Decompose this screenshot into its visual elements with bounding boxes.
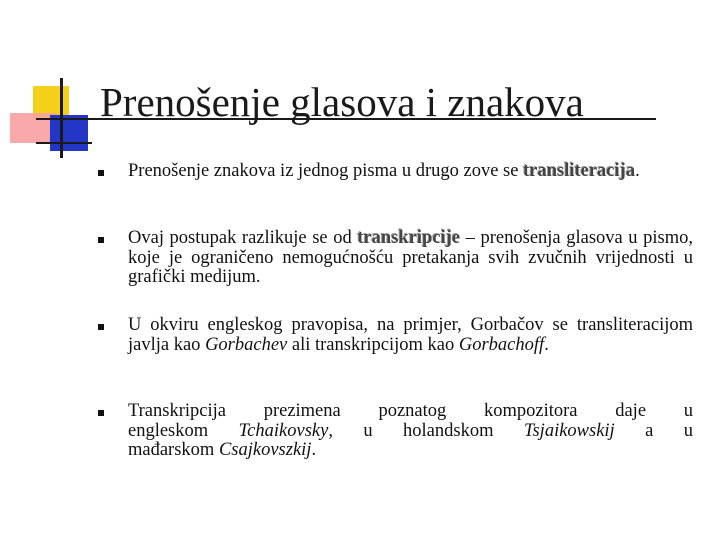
- bullet-1-text: Prenošenje znakova iz jednog pisma u drugo zove se: [128, 161, 524, 181]
- term-transliteracija: transliteracija: [523, 161, 636, 181]
- bullet-1-end: .: [635, 161, 640, 181]
- example-gorbachev: Gorbachev: [205, 334, 288, 355]
- bullet-text-2: [128, 229, 693, 288]
- bullet-4-text: engleskom: [128, 420, 239, 441]
- bullet-marker: [98, 170, 104, 176]
- bullet-2-text: Ovaj postupak razlikuje se od: [128, 228, 358, 248]
- bullet-4-middle: , u holandskom: [328, 420, 524, 441]
- bullet-3-middle: ali transkripcijom kao: [287, 334, 459, 355]
- bullet-3-end: .: [544, 334, 549, 355]
- bullet-4-text-3: mađarskom: [128, 440, 219, 460]
- bullet-3-text: U okviru engleskog pravopisa, na primjer, Gorbačov se transliteracijom javlja kao: [128, 315, 693, 355]
- bullet-2-end: – prenošenja glasova u pismo, koje je ograničeno nemogućnošću pretakanja svih zvučnih vrijednosti u grafički medijum.: [128, 228, 693, 287]
- bullet-text-1: [128, 162, 693, 182]
- example-tchaikovsky: Tchaikovsky: [238, 420, 329, 441]
- bullet-4-line-1: Transkripcija prezimena poznatog kompozitora daje u: [128, 401, 693, 421]
- bullet-marker: [98, 237, 104, 243]
- decor-short-line: [36, 142, 92, 144]
- bullet-marker: [98, 410, 104, 416]
- bullet-4-line-3: [128, 441, 693, 461]
- example-gorbachoff: Gorbachoff: [458, 334, 545, 355]
- bullet-4-middle-2: a u: [614, 420, 693, 441]
- bullet-text-3: [128, 316, 693, 355]
- bullet-4-line-2: [128, 422, 693, 442]
- term-transkripcije: transkripcije: [357, 228, 461, 248]
- slide-title: Prenošenje glasova i znakova: [100, 79, 584, 125]
- example-csajkovszkij: Csajkovszkij: [218, 440, 312, 460]
- bullet-4-end: .: [311, 440, 317, 460]
- decor-blue-square: [50, 115, 88, 151]
- bullet-marker: [98, 324, 104, 330]
- example-tsjaikowskij: Tsjaikowskij: [523, 420, 615, 441]
